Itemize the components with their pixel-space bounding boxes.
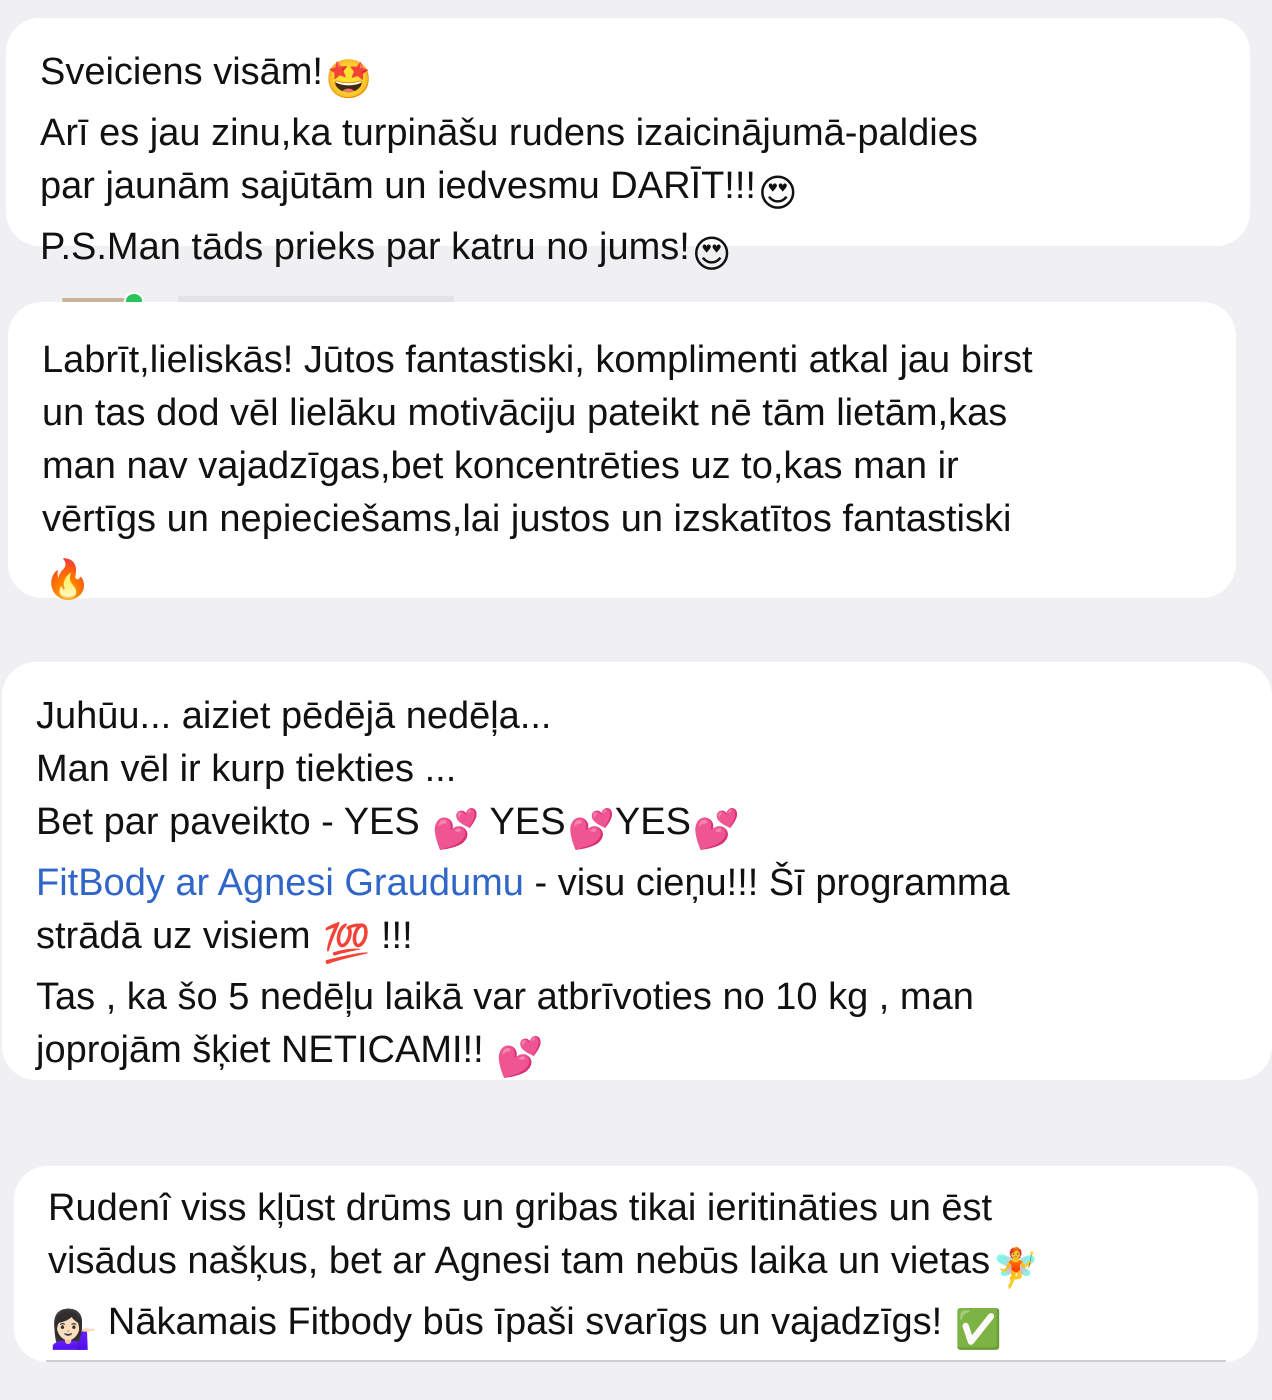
two-hearts-emoji-icon: 💕 [692,809,741,851]
message-line: Labrīt,lieliskās! Jūtos fantastiski, komplimenti atkal jau birst [42,339,1033,381]
comment-bubble-2 [8,302,1236,601]
person-tipping-hand-emoji-icon: 💁🏻‍♀️ [50,1309,98,1351]
fairy-emoji-icon: 🧚 [992,1248,1040,1290]
hundred-points-emoji-icon: 💯 [323,923,371,965]
message-line: Bet par paveikto - YES 💕 YES💕YES💕 [36,796,1272,857]
message-line: 💁🏻‍♀️ Nākamais Fitbody būs īpaši svarīgs un vajadzīgs! ✅ [48,1296,1258,1357]
message-line: Tas , ka šo 5 nedēļu laikā var atbrīvoties no 10 kg , man [36,976,974,1018]
heart-eyes-emoji-icon: 😍 [691,234,732,276]
two-hearts-emoji-icon: 💕 [567,809,615,851]
message-line: FitBody ar Agnesi Graudumu - visu cieņu!!! Šī programma [36,862,1010,904]
message-line: Rudenî viss kļūst drūms un gribas tikai ieritināties un ēst [48,1187,993,1229]
message-line: Arī es jau zinu,ka turpināšu rudens izaicinājumā-paldies [40,112,978,154]
two-hearts-emoji-icon: 💕 [496,1037,544,1079]
message-line [42,546,1236,607]
two-hearts-emoji-icon: 💕 [432,809,480,851]
message-line: man nav vajadzīgas,bet koncentrēties uz to,kas man ir [42,445,959,487]
divider [46,1360,1226,1362]
comment-bubble-3 [2,662,1272,1080]
message-line: un tas dod vēl lielāku motivāciju pateikt nē tām lietām,kas [42,392,1008,434]
check-mark-button-emoji-icon: ✅ [954,1309,1003,1351]
message-line: vērtīgs un nepieciešams,lai justos un izskatītos fantastiski [42,498,1012,540]
comment-bubble-4 [14,1166,1258,1362]
message-line: Man vēl ir kurp tiekties ... [36,748,457,790]
star-struck-emoji-icon: 🤩 [324,59,373,101]
message-line: par jaunām sajūtām un iedvesmu DARĪT!!!😍 [40,160,1250,221]
message-line: joprojām šķiet NETICAMI!! 💕 [36,1024,1272,1085]
message-line: Juhūu... aiziet pēdējā nedēļa... [36,695,552,737]
comment-bubble-1 [6,18,1250,276]
message-line: strādā uz visiem 💯 !!! [36,910,1272,971]
fire-emoji-icon: 🔥 [44,559,92,601]
heart-eyes-emoji-icon: 😍 [757,173,798,215]
page-mention-link[interactable]: FitBody ar Agnesi Graudumu [36,862,524,904]
message-line: visādus našķus, bet ar Agnesi tam nebūs laika un vietas🧚 [48,1235,1258,1296]
message-line: Sveiciens visām!🤩 [40,46,1250,107]
message-line: P.S.Man tāds prieks par katru no jums!😍 [40,221,1250,282]
